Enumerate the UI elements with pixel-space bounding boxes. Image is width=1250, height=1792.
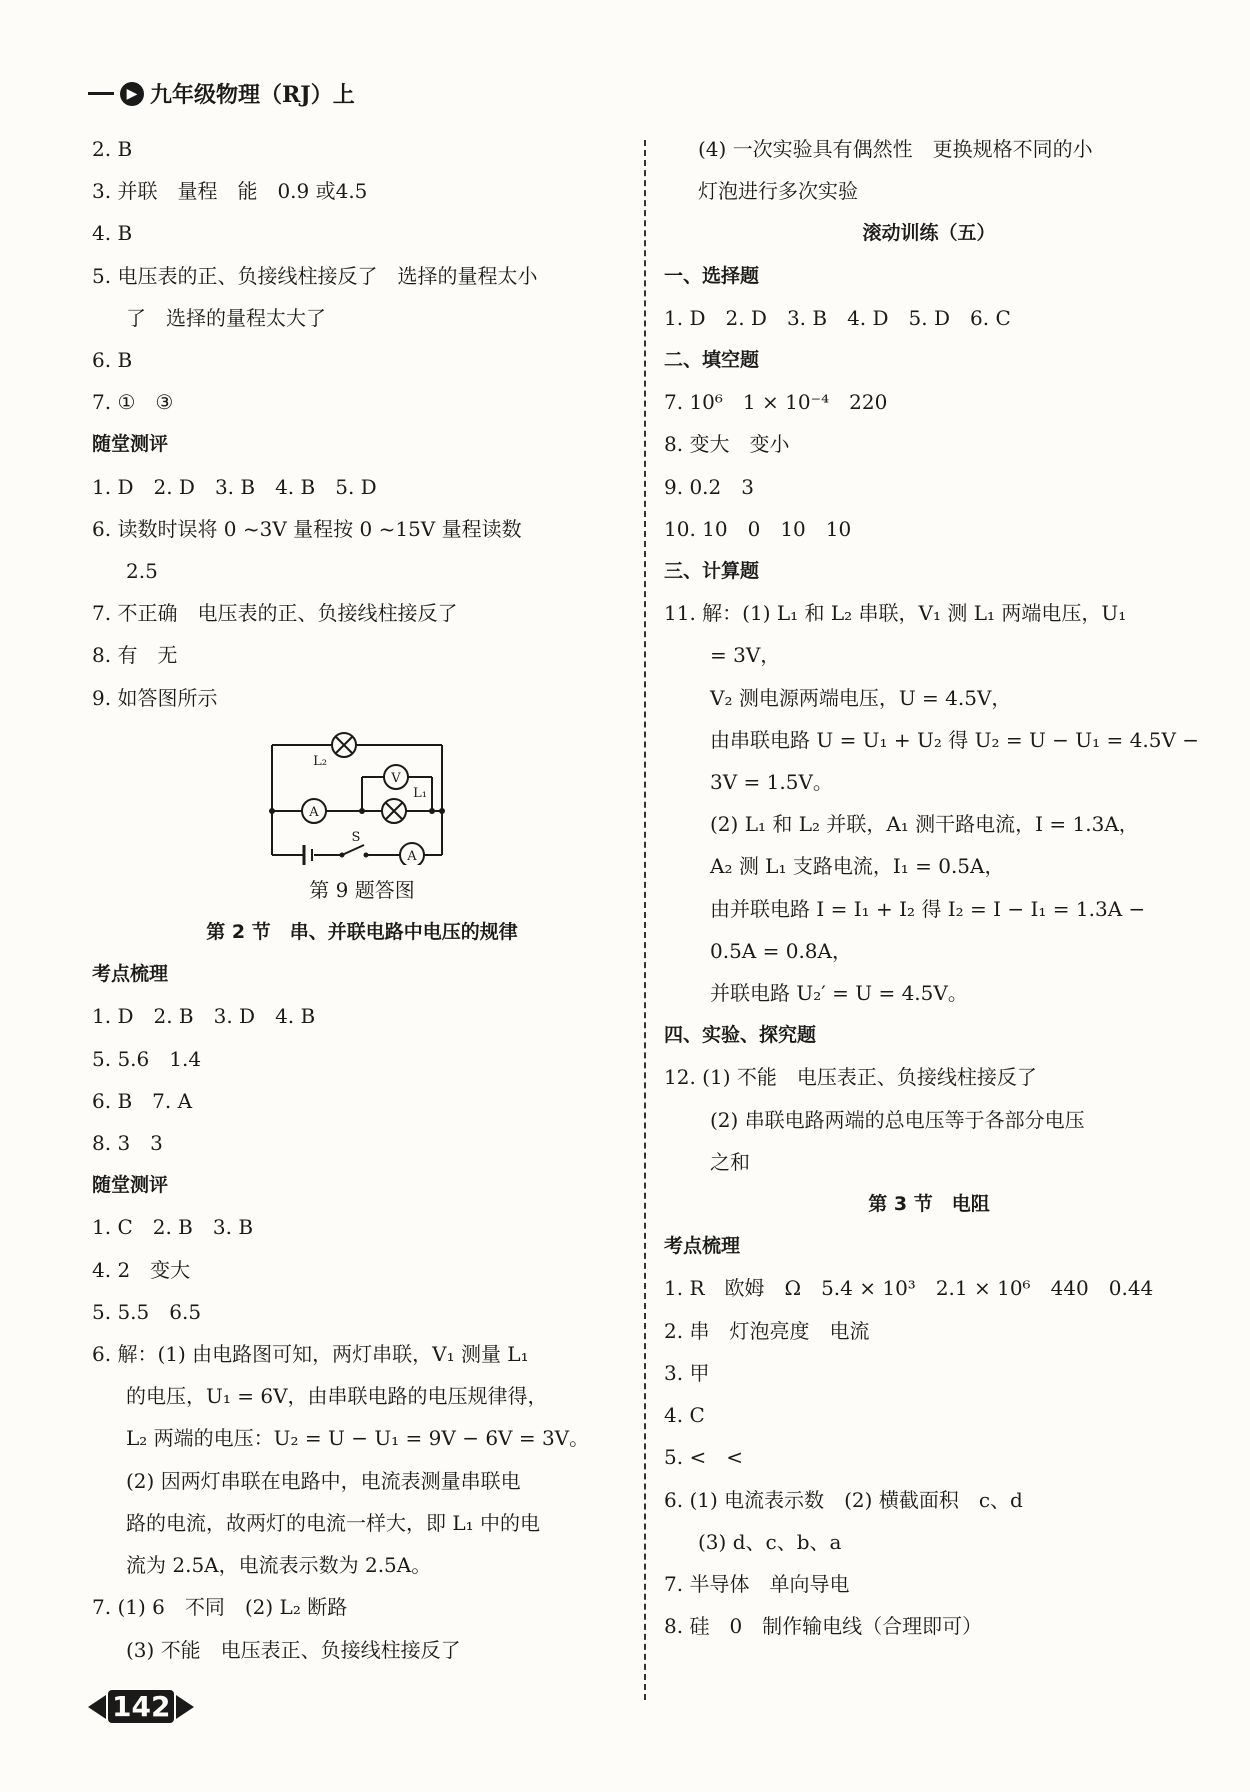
section-heading: 随堂测评 (92, 1174, 169, 1197)
answer-line: 由串联电路 U = U₁ + U₂ 得 U₂ = U − U₁ = 4.5V − (710, 727, 1200, 752)
figure-caption: 第 9 题答图 (309, 877, 415, 902)
chapter-title: 滚动训练（五） (862, 222, 996, 245)
answer-line: 1. D 2. B 3. D 4. B (92, 1004, 316, 1029)
answer-line: 1. D 2. D 3. B 4. B 5. D (92, 474, 377, 499)
answer-line: 1. D 2. D 3. B 4. D 5. D 6. C (664, 305, 1011, 330)
answer-line: 6. 读数时误将 0 ~3V 量程按 0 ~15V 量程读数 (92, 516, 522, 541)
answer-line: 并联电路 U₂′ = U = 4.5V。 (710, 981, 968, 1006)
column-divider (644, 140, 646, 1700)
book-title: 九年级物理（RJ）上 (150, 82, 355, 108)
answer-line: 8. 变大 变小 (664, 432, 790, 457)
lamp-l1-label: L₁ (413, 785, 427, 801)
next-arrow-icon (176, 1695, 194, 1719)
answer-line: 1. C 2. B 3. B (92, 1215, 254, 1240)
answer-line: 6. B 7. A (92, 1088, 193, 1113)
answer-line: 了 选择的量程太大了 (126, 305, 326, 330)
header-rule (88, 92, 114, 95)
answer-line: 路的电流，故两灯的电流一样大，即 L₁ 中的电 (126, 1510, 541, 1535)
answer-line: 5. 5.5 6.5 (92, 1299, 202, 1324)
answer-line: 8. 3 3 (92, 1131, 163, 1156)
answer-line: 之和 (710, 1149, 750, 1174)
section-heading: 二、填空题 (664, 349, 760, 372)
section-heading: 考点梳理 (664, 1235, 741, 1258)
answer-line: 0.5A = 0.8A， (710, 938, 852, 963)
answer-line: 4. B (92, 221, 133, 246)
answer-line: 2. B (92, 137, 133, 161)
page-footer (88, 1690, 194, 1723)
answer-line: A₂ 测 L₁ 支路电流，I₁ = 0.5A， (710, 854, 1005, 879)
answer-line: 6. B (92, 348, 133, 373)
voltmeter-label: V (391, 770, 401, 786)
answer-line: 11. 解：(1) L₁ 和 L₂ 串联，V₁ 测 L₁ 两端电压，U₁ (664, 601, 1127, 626)
chapter-title: 第 2 节 串、并联电路中电压的规律 (206, 921, 518, 944)
answer-line: (2) L₁ 和 L₂ 并联，A₁ 测干路电流，I = 1.3A， (710, 812, 1139, 837)
section-heading: 随堂测评 (92, 433, 169, 456)
answer-line: 6. (1) 电流表示数 (2) 横截面积 c、d (664, 1487, 1023, 1512)
answer-line: (4) 一次实验具有偶然性 更换规格不同的小 (698, 137, 1093, 161)
switch-label: S (351, 829, 361, 845)
left-column (92, 128, 632, 1671)
answer-line: 流为 2.5A，电流表示数为 2.5A。 (126, 1553, 432, 1578)
answer-line: 的电压，U₁ = 6V，由串联电路的电压规律得， (126, 1384, 548, 1409)
page-number: 142 (108, 1690, 174, 1723)
answer-line: 5. 电压表的正、负接线柱接反了 选择的量程太小 (92, 263, 538, 288)
answer-line: (2) 串联电路两端的总电压等于各部分电压 (710, 1107, 1085, 1132)
book-logo-icon: ▶ (120, 82, 144, 106)
answer-line: 4. C (664, 1403, 705, 1428)
section-heading: 三、计算题 (664, 560, 760, 583)
page-header (88, 78, 355, 109)
answer-line: L₂ 两端的电压：U₂ = U − U₁ = 9V − 6V = 3V。 (126, 1426, 590, 1451)
answer-line: (3) d、c、b、a (698, 1529, 842, 1554)
answer-line: 12. (1) 不能 电压表正、负接线柱接反了 (664, 1065, 1037, 1090)
right-answers (664, 128, 1200, 1647)
answer-line: 9. 0.2 3 (664, 474, 754, 499)
answer-line: 5. < < (664, 1445, 743, 1470)
circuit-diagram (242, 725, 482, 865)
lamp-l2-label: L₂ (313, 753, 327, 769)
chapter-title: 第 3 节 电阻 (868, 1193, 990, 1216)
answer-line: 3V = 1.5V。 (710, 770, 833, 795)
prev-arrow-icon (88, 1695, 106, 1719)
answer-line: 7. (1) 6 不同 (2) L₂ 断路 (92, 1595, 348, 1620)
answer-line: 4. 2 变大 (92, 1257, 191, 1282)
ammeter-label-2: A (407, 848, 417, 864)
answer-line: 7. ① ③ (92, 390, 174, 415)
circuit-figure (92, 719, 632, 869)
answer-line: 5. 5.6 1.4 (92, 1046, 202, 1071)
answer-line: 6. 解：(1) 由电路图可知，两灯串联，V₁ 测量 L₁ (92, 1342, 529, 1367)
right-column (664, 128, 1200, 1647)
answer-line: 9. 如答图所示 (92, 685, 218, 710)
answer-line: 2. 串 灯泡亮度 电流 (664, 1318, 870, 1343)
answer-line: 10. 10 0 10 10 (664, 516, 852, 541)
answer-line: 8. 硅 0 制作输电线（合理即可） (664, 1614, 983, 1639)
answer-line: 7. 半导体 单向导电 (664, 1571, 850, 1596)
answer-line: (2) 因两灯串联在电路中，电流表测量串联电 (126, 1468, 521, 1493)
ammeter-label-1: A (309, 804, 319, 820)
answer-line: V₂ 测电源两端电压，U = 4.5V， (710, 685, 1012, 710)
section-heading: 考点梳理 (92, 963, 169, 986)
answer-line: 3. 甲 (664, 1360, 710, 1385)
answer-line: 3. 并联 量程 能 0.9 或4.5 (92, 179, 368, 204)
answer-line: 灯泡进行多次实验 (698, 179, 858, 204)
section-heading: 一、选择题 (664, 264, 760, 287)
answer-line: 由并联电路 I = I₁ + I₂ 得 I₂ = I − I₁ = 1.3A − (710, 896, 1146, 921)
answer-line: = 3V， (710, 643, 781, 668)
answer-line: (3) 不能 电压表正、负接线柱接反了 (126, 1637, 461, 1662)
answer-line: 2.5 (126, 559, 158, 584)
section-heading: 四、实验、探究题 (664, 1024, 817, 1047)
answer-line: 7. 10⁶ 1 × 10⁻⁴ 220 (664, 390, 888, 415)
answer-line: 1. R 欧姆 Ω 5.4 × 10³ 2.1 × 10⁶ 440 0.44 (664, 1276, 1154, 1301)
answer-line: 8. 有 无 (92, 643, 178, 668)
left-answers-part1 (92, 128, 632, 719)
left-answers-part2 (92, 911, 632, 1671)
answer-line: 7. 不正确 电压表的正、负接线柱接反了 (92, 601, 458, 626)
